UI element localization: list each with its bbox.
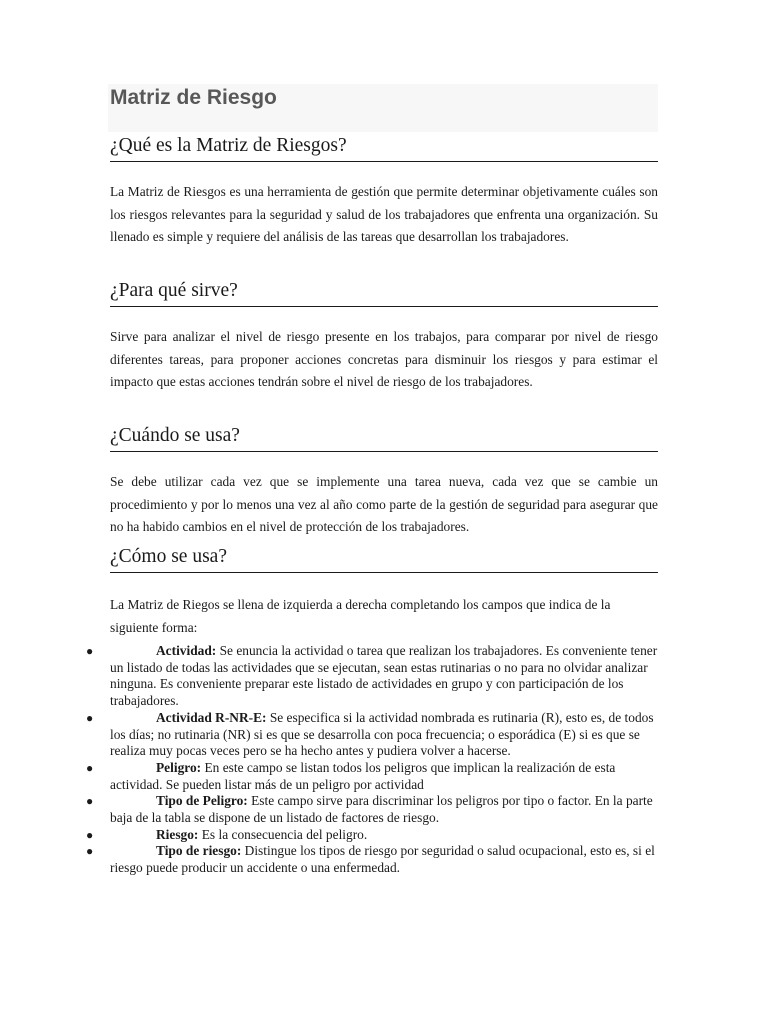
item-term: Actividad R-NR-E: bbox=[156, 709, 267, 725]
field-list bbox=[0, 643, 768, 877]
list-item bbox=[0, 710, 658, 760]
paragraph-cuando: Se debe utilizar cada vez que se implemente una tarea nueva, cada vez que se cambie un procedimiento y por lo menos una vez al año como parte de la gestión de seguridad para asegurar que no ha habido cambios en el nivel de protección de los trabajadores. bbox=[110, 474, 658, 534]
item-description: Es la consecuencia del peligro. bbox=[198, 826, 368, 842]
list-item bbox=[0, 793, 658, 826]
paragraph-que-es: La Matriz de Riesgos es una herramienta de gestión que permite determinar objetivamente cuáles son los riesgos relevantes para la seguridad y salud de los trabajadores que enfrenta una organización. Su llenado es simple y requiere del análisis de las tareas que desarrollan los trabajadores. bbox=[110, 184, 658, 244]
item-description: En este campo se listan todos los peligros que implican la realización de esta actividad. Se pueden listar más de un peligro por actividad bbox=[110, 759, 616, 792]
item-description: Distingue los tipos de riesgo por seguridad o salud ocupacional, esto es, si el riesgo puede producir un accidente o una enfermedad. bbox=[110, 843, 655, 876]
bullet-icon: ● bbox=[86, 827, 94, 842]
bullet-icon: ● bbox=[86, 644, 94, 658]
paragraph-para-que: Sirve para analizar el nivel de riesgo presente en los trabajos, para comparar por nivel de riesgo diferentes tareas, para proponer acciones concretas para disminuir los riesgos y para estimar el impacto que estas acciones tendrán sobre el nivel de riesgo de los trabajadores. bbox=[110, 329, 658, 389]
heading-para-que: ¿Para qué sirve? bbox=[110, 279, 658, 307]
item-description: Este campo sirve para discriminar los peligros por tipo o factor. En la parte baja de la tabla se dispone de un listado de factores de riesgo. bbox=[110, 793, 653, 826]
list-item bbox=[0, 843, 658, 876]
item-term: Actividad: bbox=[156, 643, 217, 658]
paragraph-como: La Matriz de Riegos se llena de izquierda a derecha completando los campos que indica de la siguiente forma: bbox=[110, 597, 611, 635]
item-term: Tipo de Peligro: bbox=[156, 793, 248, 809]
bullet-icon: ● bbox=[86, 794, 94, 809]
heading-como: ¿Cómo se usa? bbox=[110, 545, 658, 573]
list-item bbox=[0, 827, 658, 844]
bullet-icon: ● bbox=[86, 710, 94, 725]
document-title: Matriz de Riesgo bbox=[110, 86, 277, 109]
list-item bbox=[0, 643, 658, 710]
item-term: Tipo de riesgo: bbox=[156, 843, 242, 859]
bullet-icon: ● bbox=[86, 844, 94, 859]
bullet-icon: ● bbox=[86, 760, 94, 775]
heading-cuando: ¿Cuándo se usa? bbox=[110, 424, 658, 452]
heading-que-es: ¿Qué es la Matriz de Riesgos? bbox=[110, 134, 658, 162]
item-term: Peligro: bbox=[156, 759, 202, 775]
item-description: Se enuncia la actividad o tarea que realizan los trabajadores. Es conveniente tener un listado de todas las actividades que se ejecutan, sean estas rutinarias o no para no olvidar analizar ninguna. Es conveniente preparar este listado de actividades en grupo y con participación de los trabajadores. bbox=[110, 643, 658, 709]
item-description: Se especifica si la actividad nombrada es rutinaria (R), esto es, de todos los días; no rutinaria (NR) si es que se desarrolla con poca frecuencia; o esporádica (E) si es que se realiza muy pocas veces pero se ha hecho antes y pudiera volver a hacerse. bbox=[110, 709, 654, 759]
item-term: Riesgo: bbox=[156, 826, 199, 842]
list-item bbox=[0, 760, 658, 793]
